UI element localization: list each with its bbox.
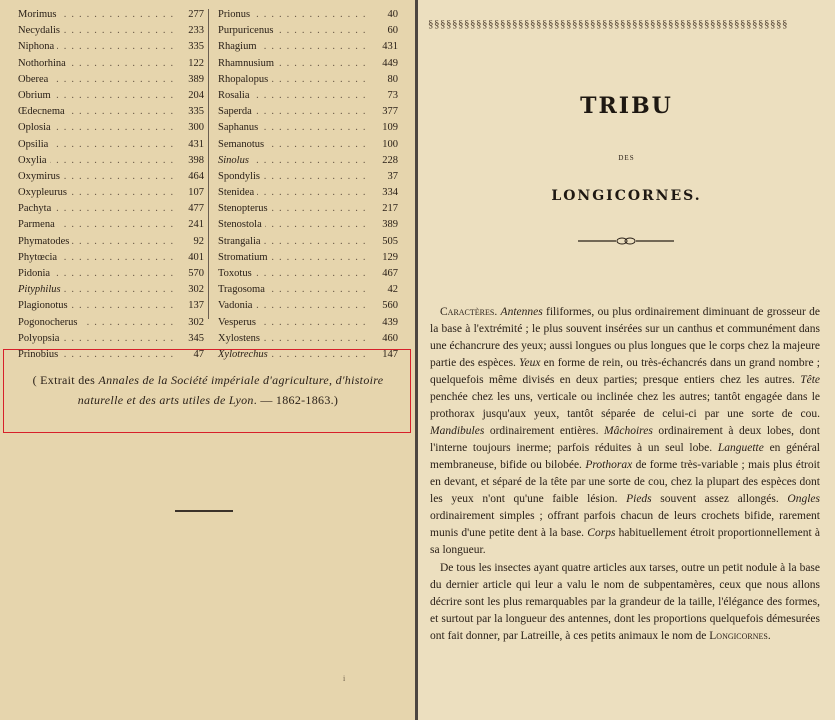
index-row bbox=[218, 56, 398, 72]
genus-name: Sinolus bbox=[218, 153, 252, 169]
text-run: penchée chez les uns, verticale ou inclinée chez les autres; tantôt engagée dans le prothorax jusqu'aux yeux, tantôt séparée de celui-ci par une sorte de cou. bbox=[430, 391, 820, 420]
genus-name: Pityphilus bbox=[18, 282, 64, 298]
index-row bbox=[218, 7, 398, 23]
right-page bbox=[418, 0, 835, 720]
index-row bbox=[218, 331, 398, 347]
index-row bbox=[218, 23, 398, 39]
index-row bbox=[218, 250, 398, 266]
index-column-left bbox=[18, 7, 204, 363]
index-row bbox=[18, 104, 204, 120]
genus-name: Pogonocherus bbox=[18, 315, 81, 331]
index-row bbox=[18, 169, 204, 185]
index-row bbox=[218, 217, 398, 233]
genus-name: Oxylia bbox=[18, 153, 50, 169]
index-row bbox=[218, 72, 398, 88]
citation-text bbox=[14, 370, 402, 410]
index-row bbox=[18, 120, 204, 136]
index-row bbox=[218, 137, 398, 153]
page-number: 505 bbox=[371, 234, 398, 250]
page-number: 217 bbox=[371, 201, 398, 217]
index-row bbox=[18, 282, 204, 298]
flourish-ornament bbox=[578, 236, 674, 246]
genus-name: Plagionotus bbox=[18, 298, 71, 314]
page-number: 122 bbox=[177, 56, 204, 72]
index-row bbox=[218, 282, 398, 298]
index-row bbox=[218, 104, 398, 120]
page-number: 398 bbox=[177, 153, 204, 169]
index-row bbox=[18, 137, 204, 153]
text-run: habituellement étroit proportionnellement à sa longueur. bbox=[430, 527, 820, 556]
index-row bbox=[18, 234, 204, 250]
genus-name: Spondylis bbox=[218, 169, 263, 185]
italic-term: Prothorax bbox=[585, 459, 633, 471]
genus-name: Oxymirus bbox=[18, 169, 63, 185]
page-number: 302 bbox=[177, 315, 204, 331]
page-number: 467 bbox=[371, 266, 398, 282]
text-run: de forme très-variable ; mais plus étroit en devant, et séparé de la tête par une sorte de cou, chez la plupart des espèces dont les yeux n'ont qu'une faible lésion. bbox=[430, 459, 820, 505]
index-row bbox=[218, 234, 398, 250]
genus-name: Opsilia bbox=[18, 137, 51, 153]
index-row bbox=[18, 7, 204, 23]
index-column-right bbox=[218, 7, 398, 363]
page-number: 560 bbox=[371, 298, 398, 314]
genus-name: Niphona bbox=[18, 39, 57, 55]
italic-term: Ongles bbox=[787, 493, 820, 505]
index-row bbox=[218, 315, 398, 331]
index-row bbox=[218, 153, 398, 169]
page-number: 37 bbox=[371, 169, 398, 185]
genus-name: Rosalia bbox=[218, 88, 253, 104]
characters-paragraph bbox=[430, 304, 820, 559]
page-number: 570 bbox=[177, 266, 204, 282]
genus-name: Stenopterus bbox=[218, 201, 271, 217]
index-row bbox=[218, 185, 398, 201]
genus-name: Phytœcia bbox=[18, 250, 60, 266]
index-row bbox=[18, 39, 204, 55]
text-run: ordinairement simples ; offrant parfois chacun de leurs crochets bifide, rarement munis d'une petite dent à la base. bbox=[430, 510, 820, 539]
small-caps-term: Caractères. bbox=[440, 306, 501, 318]
page-number: 92 bbox=[177, 234, 204, 250]
genus-name: Pidonia bbox=[18, 266, 53, 282]
page-number: 147 bbox=[371, 347, 398, 363]
genus-name: Necydalis bbox=[18, 23, 63, 39]
genus-name: Stenidea bbox=[218, 185, 257, 201]
index-row bbox=[18, 217, 204, 233]
section-rule bbox=[175, 510, 233, 512]
page-number: 439 bbox=[371, 315, 398, 331]
page-number: 335 bbox=[177, 104, 204, 120]
index-row bbox=[18, 315, 204, 331]
page-number: 389 bbox=[177, 72, 204, 88]
left-page bbox=[0, 0, 416, 720]
genus-name: Polyopsia bbox=[18, 331, 62, 347]
page-number: 277 bbox=[177, 7, 204, 23]
folio-mark: i bbox=[343, 674, 346, 683]
page-number: 477 bbox=[177, 201, 204, 217]
citation-open: ( Extrait des bbox=[32, 373, 99, 387]
page-number: 300 bbox=[177, 120, 204, 136]
index-row bbox=[218, 201, 398, 217]
page-number: 80 bbox=[371, 72, 398, 88]
index-row bbox=[218, 39, 398, 55]
genus-name: Toxotus bbox=[218, 266, 255, 282]
page-number: 100 bbox=[371, 137, 398, 153]
page-number: 449 bbox=[371, 56, 398, 72]
page-number: 60 bbox=[371, 23, 398, 39]
index-row bbox=[18, 88, 204, 104]
index-row bbox=[18, 298, 204, 314]
page-number: 137 bbox=[177, 298, 204, 314]
page-number: 42 bbox=[371, 282, 398, 298]
genus-name: Parmena bbox=[18, 217, 58, 233]
index-row bbox=[18, 72, 204, 88]
text-run: en forme de rein, ou très-échancrés dans un grand nombre ; quelquefois même divisés en deux parties; presque entiers chez les autres. bbox=[430, 357, 820, 386]
page-title: TRIBU bbox=[580, 93, 673, 119]
genus-name: Xylostens bbox=[218, 331, 263, 347]
page-number: 233 bbox=[177, 23, 204, 39]
page-number: 40 bbox=[371, 7, 398, 23]
genus-name: Morimus bbox=[18, 7, 60, 23]
page-number: 302 bbox=[177, 282, 204, 298]
text-run: filiformes, ou plus ordinairement diminuant de grosseur de la base à l'extrémité ; le plus souvent insérées sur un canthus et communément dans une échancrure des yeux; aussi longues ou plus longues que le corps chez la majeure partie des espèces. bbox=[430, 306, 820, 369]
intro-paragraph bbox=[430, 560, 820, 645]
italic-term: Languette bbox=[717, 442, 764, 454]
page-number: 47 bbox=[177, 347, 204, 363]
index-row bbox=[18, 56, 204, 72]
genus-name: Saphanus bbox=[218, 120, 261, 136]
page-subtitle: LONGICORNES. bbox=[551, 188, 702, 204]
citation-box bbox=[3, 349, 411, 433]
genus-name: Oplosia bbox=[18, 120, 54, 136]
genus-name: Xylotrechus bbox=[218, 347, 271, 363]
genus-name: Vesperus bbox=[218, 315, 259, 331]
italic-term: Antennes bbox=[500, 306, 543, 318]
page-number: 431 bbox=[177, 137, 204, 153]
page-number: 109 bbox=[371, 120, 398, 136]
index-row bbox=[218, 120, 398, 136]
genus-name: Rhamnusium bbox=[218, 56, 277, 72]
genus-name: Stenostola bbox=[218, 217, 265, 233]
column-divider bbox=[208, 9, 209, 319]
page-number: 431 bbox=[371, 39, 398, 55]
index-row bbox=[218, 88, 398, 104]
index-row bbox=[218, 266, 398, 282]
italic-term: Yeux bbox=[519, 357, 541, 369]
ornament-border: §§§§§§§§§§§§§§§§§§§§§§§§§§§§§§§§§§§§§§§§§§§§§§§§§§§§§§§§§§§§ bbox=[428, 18, 788, 30]
genus-name: Œdecnema bbox=[18, 104, 68, 120]
page-number: 129 bbox=[371, 250, 398, 266]
genus-name: Saperda bbox=[218, 104, 255, 120]
page-number: 389 bbox=[371, 217, 398, 233]
page-number: 345 bbox=[177, 331, 204, 347]
italic-term: Pieds bbox=[626, 493, 652, 505]
text-run: De tous les insectes ayant quatre articles aux tarses, outre un petit nodule à la base du dernier article qui leur a valu le nom de subpentamères, ceux que nous allons décrire sont les plus remarquables par la grandeur de la taille, l'élégance des formes, et surtout par la longueur des antennes, dont les proportions quelquefois démesurées ont fait donner, par Latreille, à ces petits animaux le nom de bbox=[430, 562, 820, 642]
text-run: ordinairement entières. bbox=[484, 425, 605, 437]
italic-term: Corps bbox=[587, 527, 616, 539]
index-row bbox=[18, 153, 204, 169]
text-run: souvent assez allongés. bbox=[651, 493, 788, 505]
genus-name: Prionus bbox=[218, 7, 253, 23]
small-caps-term: Longicornes. bbox=[709, 630, 771, 642]
index-row bbox=[18, 331, 204, 347]
page-number: 107 bbox=[177, 185, 204, 201]
citation-close: . — 1862-1863.) bbox=[253, 393, 339, 407]
genus-name: Prinobius bbox=[18, 347, 61, 363]
italic-term: Mandibules bbox=[430, 425, 485, 437]
italic-term: Mâchoires bbox=[604, 425, 653, 437]
genus-name: Rhagium bbox=[218, 39, 260, 55]
genus-name: Nothorhina bbox=[18, 56, 69, 72]
page-number: 228 bbox=[371, 153, 398, 169]
page-number: 73 bbox=[371, 88, 398, 104]
genus-name: Phymatodes bbox=[18, 234, 72, 250]
page-number: 334 bbox=[371, 185, 398, 201]
index-row bbox=[18, 23, 204, 39]
italic-term: Tête bbox=[800, 374, 820, 386]
citation-source: Annales de la Société impériale d'agriculture, d'histoire naturelle et des arts utiles de Lyon bbox=[77, 373, 384, 407]
genus-name: Purpuricenus bbox=[218, 23, 276, 39]
page-number: 335 bbox=[177, 39, 204, 55]
genus-name: Rhopalopus bbox=[218, 72, 271, 88]
page-number: 241 bbox=[177, 217, 204, 233]
genus-name: Oxypleurus bbox=[18, 185, 70, 201]
page-number: 377 bbox=[371, 104, 398, 120]
genus-name: Oberea bbox=[18, 72, 51, 88]
index-row bbox=[18, 185, 204, 201]
page-number: 401 bbox=[177, 250, 204, 266]
page-number: 204 bbox=[177, 88, 204, 104]
genus-name: Strangalia bbox=[218, 234, 264, 250]
index-row bbox=[18, 250, 204, 266]
title-connector: DES bbox=[618, 154, 635, 162]
genus-name: Vadonia bbox=[218, 298, 255, 314]
genus-name: Semanotus bbox=[218, 137, 267, 153]
genus-name: Obrium bbox=[18, 88, 54, 104]
index-row bbox=[18, 201, 204, 217]
index-row bbox=[18, 266, 204, 282]
text-run: en général membraneuse, bifide ou bilobée. bbox=[430, 442, 820, 471]
index-row bbox=[218, 298, 398, 314]
page-number: 460 bbox=[371, 331, 398, 347]
text-run: ordinairement à deux lobes, dont l'interne toujours inerme; parfois réduites à un seul lobe. bbox=[430, 425, 820, 454]
genus-name: Stromatium bbox=[218, 250, 271, 266]
index-row bbox=[218, 169, 398, 185]
body-text bbox=[430, 304, 820, 645]
genus-name: Tragosoma bbox=[218, 282, 268, 298]
genus-name: Pachyta bbox=[18, 201, 54, 217]
page-number: 464 bbox=[177, 169, 204, 185]
